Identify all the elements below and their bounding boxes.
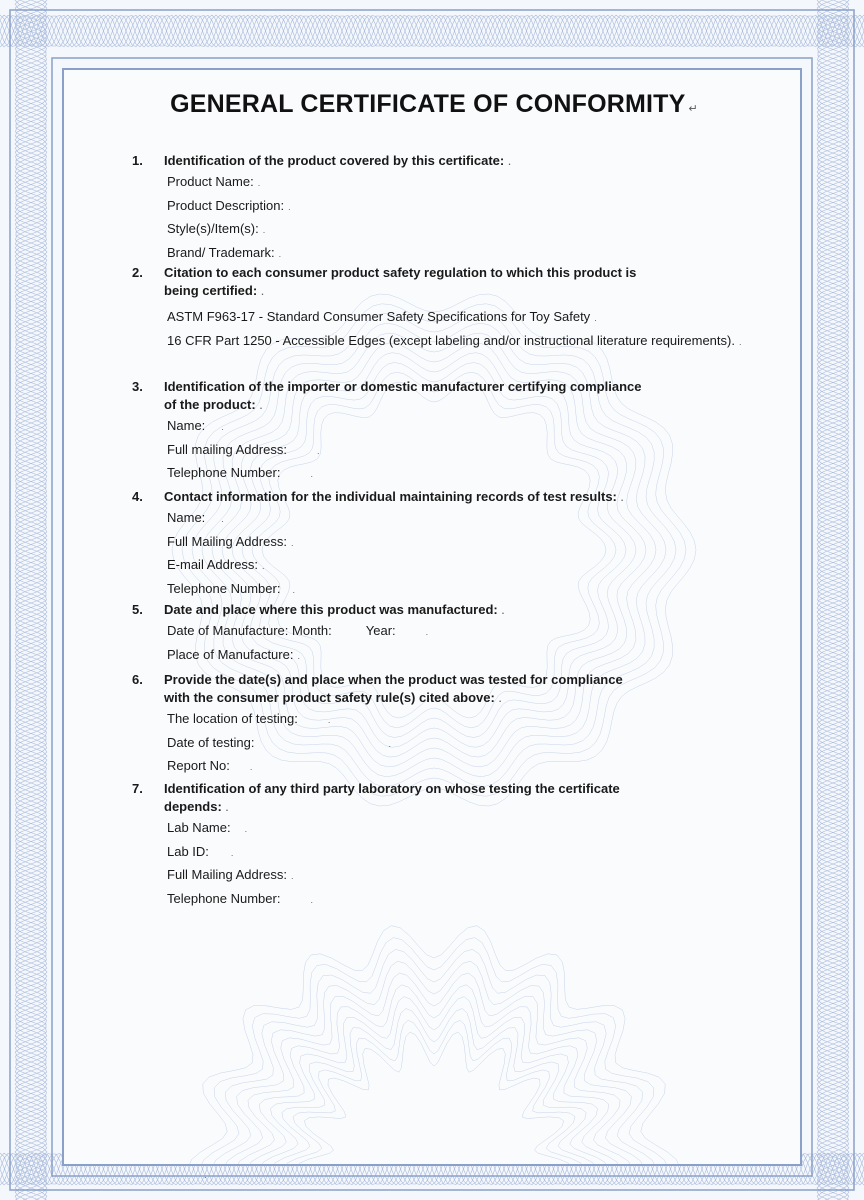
field-name: Name: . [167, 510, 224, 525]
section-1 [132, 152, 732, 265]
section-number: 3. [132, 379, 143, 394]
section-heading: 5. Date and place where this product was manufactured: . [132, 602, 505, 617]
heading-line: Date and place where this product was manufactured: [164, 602, 498, 617]
section-4 [132, 488, 732, 601]
section-number: 7. [132, 781, 143, 796]
field-mailing-address: Full mailing Address: . [167, 441, 320, 457]
heading-line: with the consumer product safety rule(s) cited above: [164, 690, 495, 705]
section-2 [132, 264, 742, 353]
field-place-of-manufacture: Place of Manufacture: . [167, 646, 300, 662]
field-mailing-address: Full Mailing Address: . [167, 533, 294, 549]
section-7 [132, 780, 732, 911]
heading-line: Identification of the importer or domestic manufacturer certifying compliance [164, 379, 642, 394]
field-telephone: Telephone Number: . [167, 890, 313, 906]
section-number: 1. [132, 153, 143, 168]
heading-line: Citation to each consumer product safety regulation to which this product is [164, 265, 637, 280]
field-lab-id: Lab ID: . [167, 843, 234, 859]
section-number: 6. [132, 672, 143, 687]
section-number: 5. [132, 602, 143, 617]
section-5 [132, 601, 732, 667]
field-report-no: Report No: . [167, 758, 253, 773]
field-name: Name: . [167, 418, 224, 433]
section-heading: 7. Identification of any third party laboratory on whose testing the certificate depends: . [132, 780, 732, 817]
section-heading: 2. Citation to each consumer product safety regulation to which this product is being certified: . [132, 264, 732, 301]
citation-astm: ASTM F963-17 - Standard Consumer Safety Specifications for Toy Safety . [167, 309, 597, 324]
section-heading: 3. Identification of the importer or domestic manufacturer certifying compliance of the product: . [132, 378, 732, 415]
section-heading: 6. Provide the date(s) and place when the product was tested for compliance with the consumer product safety rule(s) cited above: . [132, 671, 732, 708]
citation-cfr: 16 CFR Part 1250 - Accessible Edges (except labeling and/or instructional literature requirements). . [167, 333, 742, 348]
heading-line: being certified: [164, 283, 258, 298]
section-6 [132, 671, 732, 779]
field-date-of-testing: Date of testing: . [167, 734, 391, 750]
section-number: 2. [132, 265, 143, 280]
year-label: Year: [365, 623, 396, 638]
field-product-name: Product Name: . [167, 174, 261, 189]
field-location-of-testing: The location of testing: . [167, 711, 331, 726]
field-date-of-manufacture: Date of Manufacture: Month: Year: . [167, 623, 429, 638]
heading-line: of the product: [164, 397, 256, 412]
field-brand-trademark: Brand/ Trademark: . [167, 244, 282, 260]
field-email: E-mail Address: . [167, 557, 265, 572]
field-telephone: Telephone Number: . [167, 580, 295, 596]
section-heading: 1. Identification of the product covered by this certificate: . [132, 153, 511, 168]
heading-line: Contact information for the individual maintaining records of test results: [164, 489, 617, 504]
paragraph-mark: . [204, 1170, 207, 1180]
heading-line: Identification of the product covered by this certificate: [164, 153, 505, 168]
section-number: 4. [132, 489, 143, 504]
certificate-body [62, 68, 802, 1166]
certificate-title: GENERAL CERTIFICATE OF CONFORMITY ↵ [170, 90, 698, 118]
heading-line: Identification of any third party laboratory on whose testing the certificate [164, 781, 620, 796]
field-lab-name: Lab Name: . [167, 820, 248, 835]
section-3 [132, 378, 732, 486]
heading-line: Provide the date(s) and place when the product was tested for compliance [164, 672, 623, 687]
heading-line: depends: [164, 799, 222, 814]
field-style-item: Style(s)/Item(s): . [167, 221, 266, 236]
section-heading: 4. Contact information for the individual maintaining records of test results: . [132, 489, 624, 504]
field-mailing-address: Full Mailing Address: . [167, 867, 294, 882]
field-telephone: Telephone Number: . [167, 465, 313, 480]
field-product-description: Product Description: . [167, 197, 291, 213]
